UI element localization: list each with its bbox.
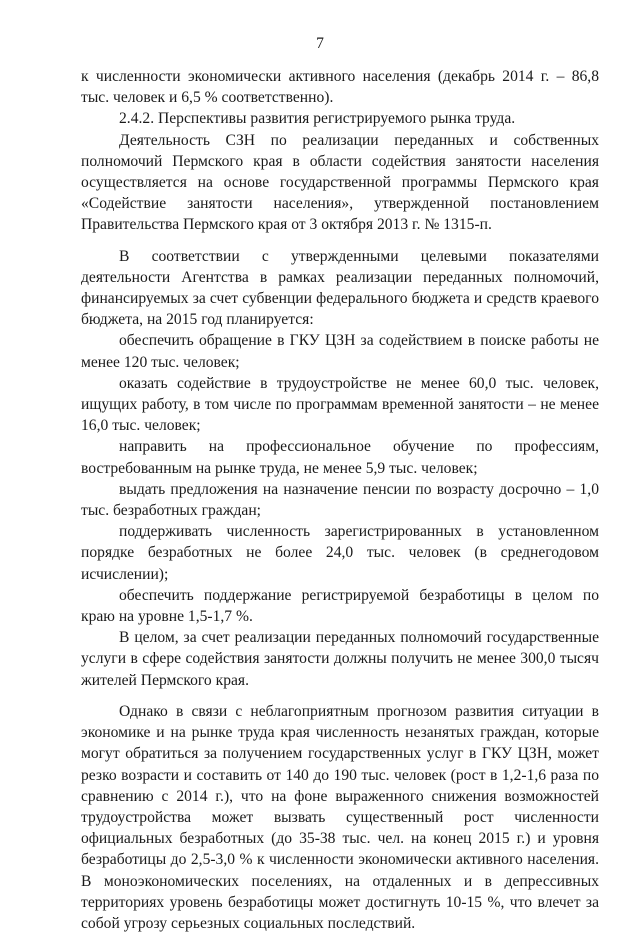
paragraph: направить на профессиональное обучение по профессиям, востребованным на рынке труда, не менее 5,9 тыс. человек; xyxy=(81,438,599,477)
paragraph: В целом, за счет реализации переданных полномочий государственные услуги в сфере содействия занятости должны получить не менее 300,0 тысяч жителей Пермского края. xyxy=(81,629,599,689)
paragraph: выдать предложения на назначение пенсии по возрасту досрочно – 1,0 тыс. безработных граждан; xyxy=(81,480,599,520)
paragraph: обеспечить обращение в ГКУ ЦЗН за содействием в поиске работы не менее 120 тыс. человек; xyxy=(81,332,599,371)
paragraph: поддерживать численность зарегистрированных в установленном порядке безработных не более 24,0 тыс. человек (в среднегодовом исчислении); xyxy=(81,523,599,583)
paragraph: оказать содействие в трудоустройстве не менее 60,0 тыс. человек, ищущих работу, в том числе по программам временной занятости – не менее 16,0 тыс. человек; xyxy=(81,374,599,435)
paragraph: В соответствии с утвержденными целевыми показателями деятельности Агентства в рамках реализации переданных полномочий, финансируемых за счет субвенции федерального бюджета и средств краевого бюджета, на 2015 год планируется: xyxy=(81,247,599,329)
paragraph: Однако в связи с неблагоприятным прогнозом развития ситуации в экономике и на рынке труда края численность незанятых граждан, которые могут обратиться за получением государственных услуг в ГКУ ЦЗН, может резко возрасти и составить от 140 до 190 тыс. человек (рост в 1,2-1,6 раза по сравнению с 2014 г.), что на фоне выраженного снижения возможностей трудоустройства может вызвать существенный рост численности официальных безработных (до 35-38 тыс. чел. на конец 2015 г.) и уровня безработицы до 2,5-3,0 % к численности экономически активного населения. В моноэкономических поселениях, на отдаленных и в депрессивных территориях уровень безработицы может достигнуть 10-15 %, что влечет за собой угрозу серьезных социальных последствий. xyxy=(81,702,599,932)
paragraph: Деятельность СЗН по реализации переданных и собственных полномочий Пермского края в области содействия занятости населения осуществляется на основе государственной программы Пермского края «Содействие занятости населения», утвержденной постановлением Правительства Пермского края от 3 октября 2013 г. № 1315-п. xyxy=(81,131,599,234)
paragraph: обеспечить поддержание регистрируемой безработицы в целом по краю на уровне 1,5-1,7 %. xyxy=(81,586,599,626)
paragraph: 2.4.2. Перспективы развития регистрируемого рынка труда. xyxy=(119,110,516,128)
paragraph: к численности экономически активного населения (декабрь 2014 г. – 86,8 тыс. человек и 6,5 % соответственно). xyxy=(81,68,599,107)
page-number: 7 xyxy=(316,35,324,52)
document-body xyxy=(81,66,599,934)
